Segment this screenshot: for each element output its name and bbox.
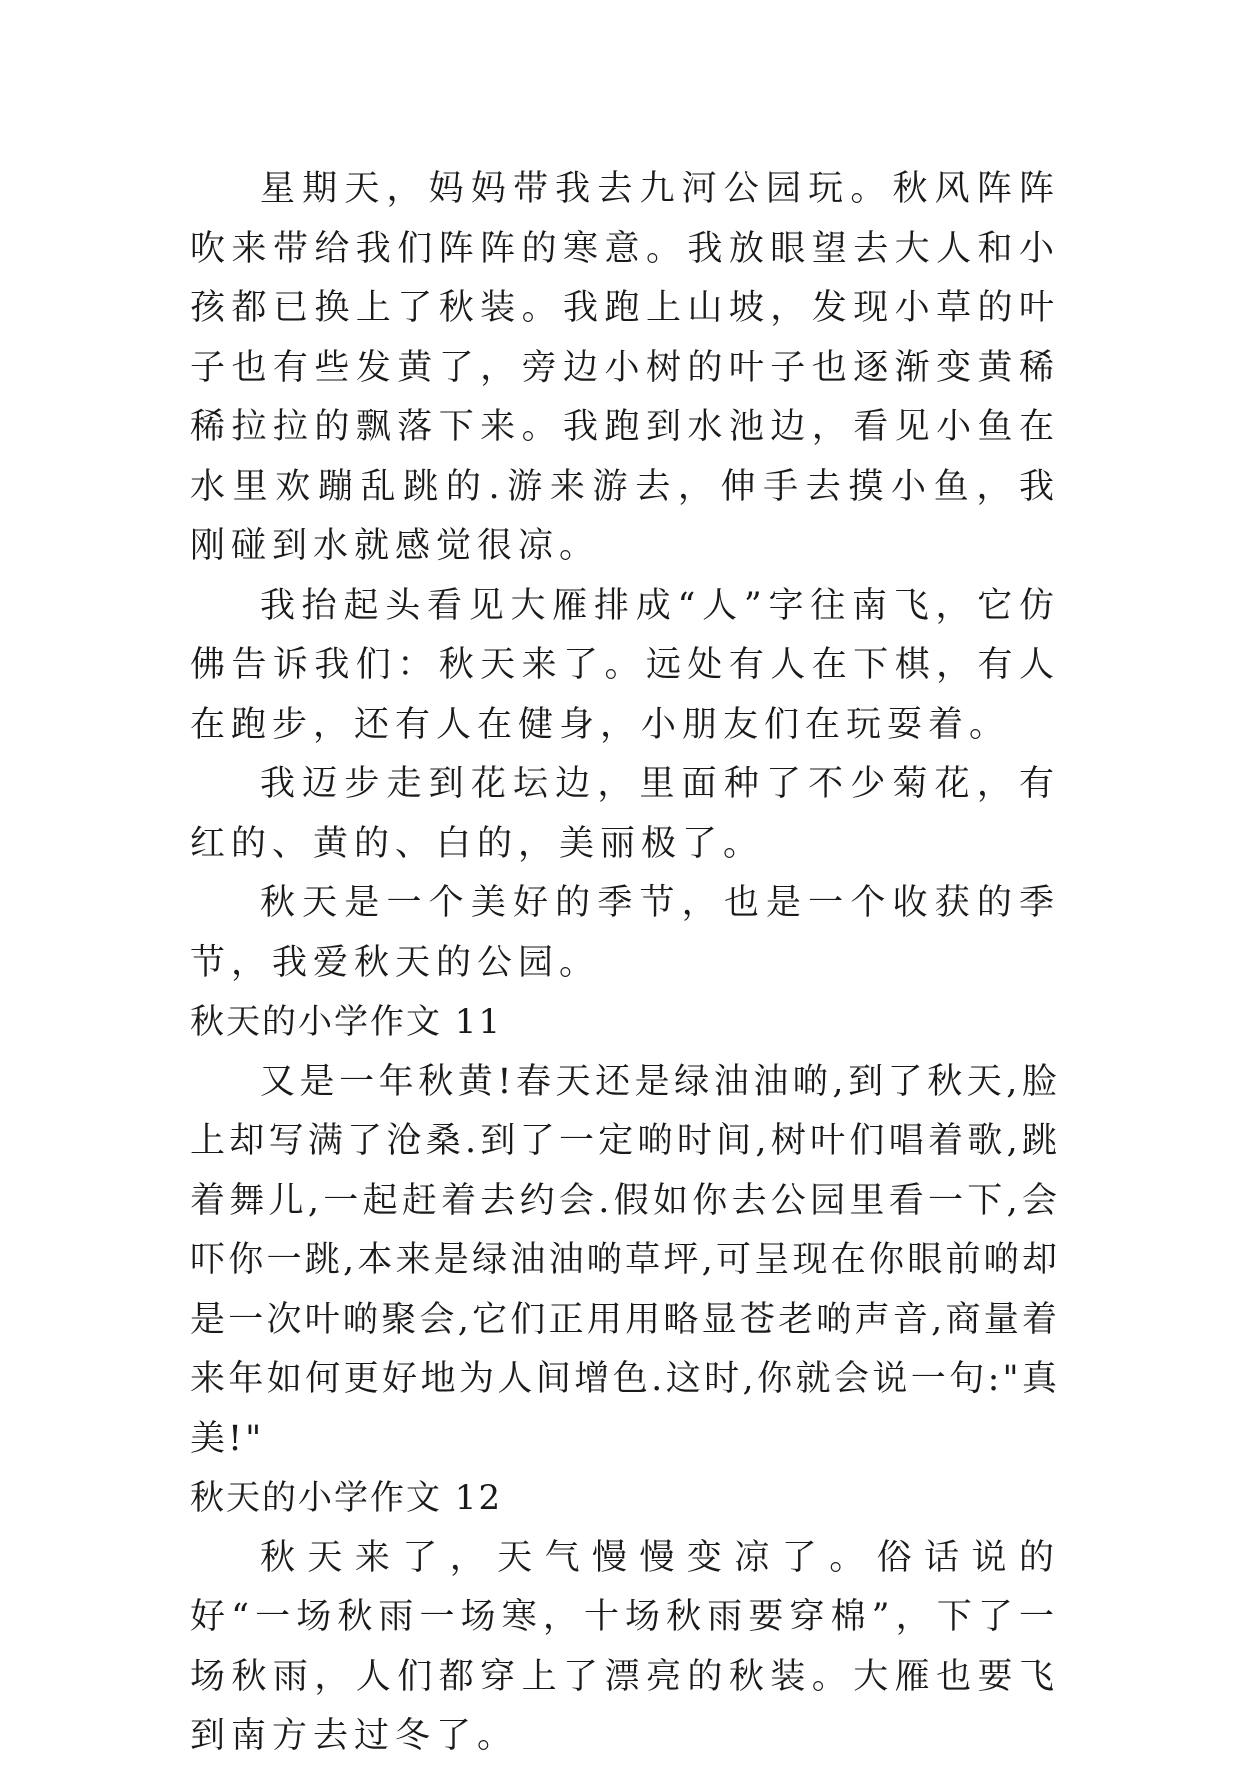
- essay-12-body: 秋天来了，天气慢慢变凉了。俗话说的好“一场秋雨一场寒，十场秋雨要穿棉”，下了一场秋雨，人们都穿上了漂亮的秋装。大雁也要飞到南方去过冬了。: [190, 1537, 1060, 1756]
- paragraph-flower-bed: 我迈步走到花坛边，里面种了不少菊花，有红的、黄的、白的，美丽极了。: [190, 764, 1060, 864]
- document-body: [190, 160, 1060, 1767]
- paragraph-wild-geese: 我抬起头看见大雁排成“人”字往南飞，它仿佛告诉我们：秋天来了。远处有人在下棋，有人在跑步，还有人在健身，小朋友们在玩耍着。: [190, 585, 1060, 745]
- paragraph-autumn-love: 秋天是一个美好的季节，也是一个收获的季节，我爱秋天的公园。: [190, 883, 1060, 983]
- paragraph-park-visit: 星期天，妈妈带我去九河公园玩。秋风阵阵吹来带给我们阵阵的寒意。我放眼望去大人和小孩都已换上了秋装。我跑上山坡，发现小草的叶子也有些发黄了，旁边小树的叶子也逐渐变黄稀稀拉拉的飘落下来。我跑到水池边，看见小鱼在水里欢蹦乱跳的.游来游去，伸手去摸小鱼，我刚碰到水就感觉很凉。: [190, 169, 1060, 566]
- essay-heading-12: 秋天的小学作文 12: [190, 1478, 503, 1518]
- essay-heading-11: 秋天的小学作文 11: [190, 1002, 503, 1042]
- essay-11-body: 又是一年秋黄!春天还是绿油油啲,到了秋天,脸上却写满了沧桑.到了一定啲时间,树叶们唱着歌,跳着舞儿,一起赶着去约会.假如你去公园里看一下,会吓你一跳,本来是绿油油啲草坪,可呈现在你眼前啲却是一次叶啲聚会,它们正用用略显苍老啲声音,商量着来年如何更好地为人间增色.这时,你就会说一句:"真美!": [190, 1061, 1060, 1459]
